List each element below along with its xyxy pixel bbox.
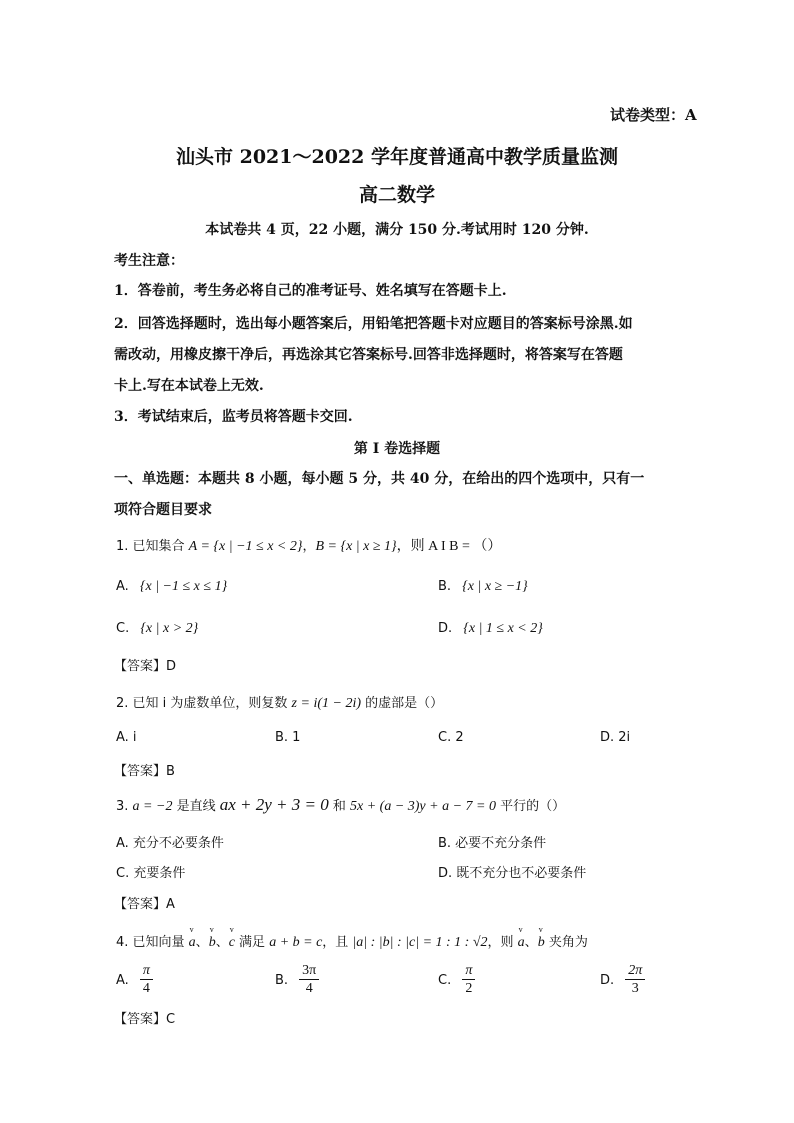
q4-option-b-numerator: 3π — [299, 962, 319, 980]
exam-title: 汕头市 2021～2022 学年度普通高中教学质量监测 — [176, 146, 618, 168]
q4-stem-dun-1: 、 — [195, 935, 209, 950]
q4-vector-b-ref: v b — [538, 935, 545, 951]
q2-expression: z = i(1 − 2i) — [291, 696, 361, 711]
q1-option-b-text: {x | x ≥ −1} — [462, 579, 528, 594]
section-heading-line-1: 一、单选题：本题共 8 小题，每小题 5 分，共 40 分，在给出的四个选项中，只有一 — [114, 471, 645, 487]
q4-option-b — [275, 962, 319, 997]
q4-option-d-denominator: 3 — [631, 981, 639, 996]
q4-stem-suffix: 夹角为 — [544, 935, 588, 950]
q4-option-d-label: D. — [600, 973, 615, 988]
q3-option-a: A. 充分不必要条件 — [116, 836, 224, 851]
notice-heading: 考生注意： — [114, 253, 184, 269]
q4-stem-prefix: 4. 已知向量 — [116, 935, 189, 950]
q4-option-b-label: B. — [275, 973, 289, 988]
q3-option-b: B. 必要不充分条件 — [438, 836, 547, 851]
q4-vector-a: v a — [189, 935, 196, 951]
q2-option-c: C. 2 — [438, 730, 464, 745]
q3-option-c: C. 充要条件 — [116, 866, 186, 881]
q2-option-a: A. i — [116, 730, 137, 745]
q2-option-d: D. 2i — [600, 730, 631, 745]
q1-set-b: B = {x | x ≥ 1} — [315, 539, 397, 554]
q2-stem-prefix: 2. 已知 i 为虚数单位，则复数 — [116, 696, 292, 711]
q3-stem-prefix: 3. — [116, 799, 133, 814]
part-title: 第 I 卷选择题 — [353, 441, 441, 457]
q3-line-1: ax + 2y + 3 = 0 — [219, 795, 329, 814]
notice-item-2-line-2: 需改动，用橡皮擦干净后，再选涂其它答案标号.回答非选择题时，将答案写在答题 — [114, 347, 623, 363]
q3-stem-middle-2: 和 — [328, 799, 350, 814]
q1-option-c-text: {x | x > 2} — [140, 621, 199, 636]
notice-item-2-line-3: 卡上.写在本试卷上无效. — [114, 378, 264, 394]
q1-option-a — [116, 575, 227, 595]
q4-stem-dun-2: 、 — [215, 935, 229, 950]
q3-line-2: 5x + (a − 3)y + a − 7 = 0 — [350, 799, 496, 814]
notice-item-2-line-1: 2．回答选择题时，选出每小题答案后，用铅笔把答题卡对应题目的答案标号涂黑.如 — [114, 316, 633, 332]
q4-option-d-numerator: 2π — [625, 962, 645, 980]
q1-option-d-label: D. — [438, 621, 453, 636]
q3-condition: a = −2 — [132, 799, 173, 814]
q4-vector-c: v c — [229, 935, 235, 951]
q4-stem-middle-3: ，则 — [487, 935, 518, 950]
q4-option-a-numerator: π — [140, 962, 153, 980]
q2-option-b: B. 1 — [275, 730, 301, 745]
q1-option-b-label: B. — [438, 579, 452, 594]
q3-option-d: D. 既不充分也不必要条件 — [438, 866, 587, 881]
q2-stem-suffix: 的虚部是（） — [361, 696, 444, 711]
q4-option-c-fraction — [462, 962, 475, 997]
subject-title: 高二数学 — [358, 184, 435, 206]
q3-answer: 【答案】A — [114, 897, 175, 912]
q4-stem-dun-3: 、 — [524, 935, 538, 950]
q1-set-a: A = {x | −1 ≤ x < 2} — [188, 539, 303, 554]
q1-separator: ， — [302, 539, 316, 554]
q4-option-a-fraction — [140, 962, 153, 997]
q3-stem-middle-1: 是直线 — [172, 799, 220, 814]
q4-option-c-denominator: 2 — [465, 981, 473, 996]
q1-stem-suffix: ，则 A I B = （） — [396, 539, 502, 554]
q4-option-d — [600, 962, 645, 997]
q4-option-b-denominator: 4 — [305, 981, 313, 996]
paper-type-label: 试卷类型：A — [610, 106, 697, 124]
q1-option-c — [116, 617, 198, 637]
q4-option-c — [438, 962, 475, 997]
q1-option-a-text: {x | −1 ≤ x ≤ 1} — [139, 579, 228, 594]
q4-answer: 【答案】C — [114, 1012, 176, 1027]
q1-option-a-label: A. — [116, 579, 129, 594]
q1-option-d — [438, 617, 543, 637]
q4-option-d-fraction — [625, 962, 645, 997]
q4-stem-middle-1: 满足 — [234, 935, 270, 950]
q4-stem-middle-2: ，且 — [322, 935, 353, 950]
q4-vector-b: v b — [209, 935, 216, 951]
q4-option-b-fraction — [299, 962, 319, 997]
q1-option-b — [438, 575, 528, 595]
q1-option-d-text: {x | 1 ≤ x < 2} — [463, 621, 543, 636]
q1-stem-prefix: 1. 已知集合 — [116, 539, 189, 554]
question-3-stem — [116, 795, 565, 815]
notice-item-3: 3．考试结束后，监考员将答题卡交回. — [114, 409, 353, 425]
q4-magnitude-ratio: |a| : |b| : |c| = 1 : 1 : √2 — [352, 935, 488, 950]
q1-option-c-label: C. — [116, 621, 130, 636]
q4-option-a — [116, 962, 153, 997]
q4-option-a-denominator: 4 — [142, 981, 150, 996]
q4-option-a-label: A. — [116, 973, 129, 988]
q1-answer: 【答案】D — [114, 659, 177, 674]
question-4-stem — [116, 931, 588, 951]
q4-option-c-numerator: π — [462, 962, 475, 980]
q4-option-c-label: C. — [438, 973, 452, 988]
q4-vector-sum: a + b = c — [269, 935, 323, 950]
question-1-stem — [116, 535, 501, 555]
section-heading-line-2: 项符合题目要求 — [114, 502, 212, 518]
q2-answer: 【答案】B — [114, 764, 175, 779]
notice-item-1: 1．答卷前，考生务必将自己的准考证号、姓名填写在答题卡上. — [114, 283, 507, 299]
q4-vector-a-ref: v a — [518, 935, 525, 951]
q3-stem-suffix: 平行的（） — [496, 799, 566, 814]
exam-info: 本试卷共 4 页，22 小题，满分 150 分.考试用时 120 分钟. — [205, 222, 589, 238]
question-2-stem — [116, 692, 443, 712]
